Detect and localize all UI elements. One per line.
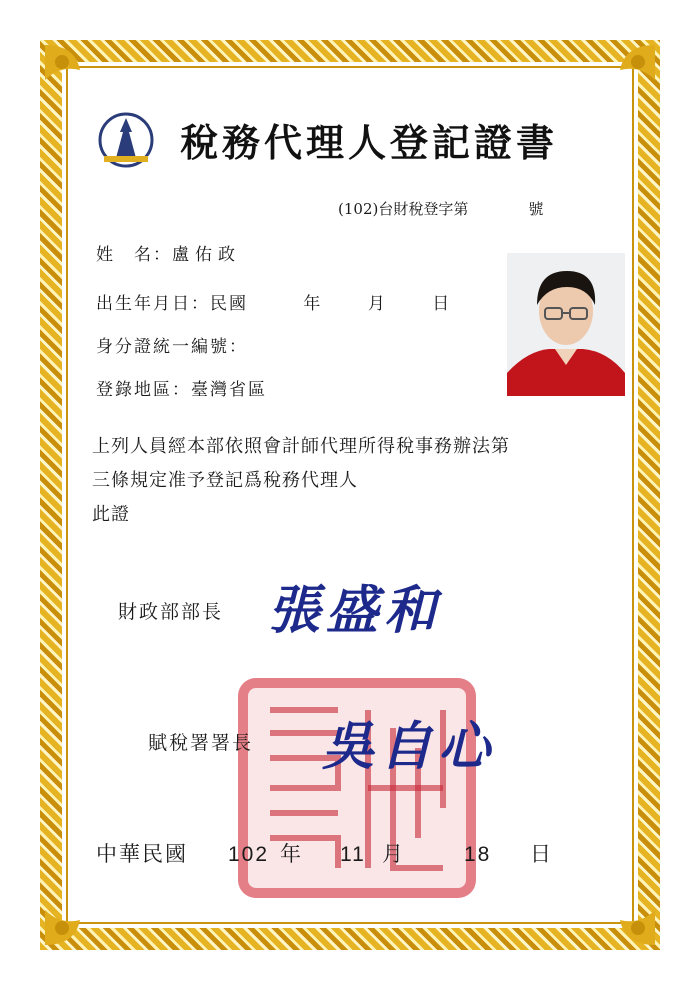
corner-ornament-icon <box>590 40 660 110</box>
body-line-1: 上列人員經本部依照會計師代理所得稅事務辦法第 <box>92 436 510 457</box>
certificate-number-prefix: (102)台財稅登字第 <box>338 200 469 218</box>
certificate-number <box>338 198 543 219</box>
date-era: 中華民國 <box>96 843 188 866</box>
name-row <box>96 240 241 265</box>
person-portrait-icon <box>507 253 625 396</box>
issue-date <box>96 838 553 868</box>
minister-signature: 張盛和 <box>268 580 443 641</box>
region-label: 登錄地區： <box>96 380 191 400</box>
date-month: 11 <box>340 843 366 866</box>
date-day-label: 日 <box>530 843 553 866</box>
id-label: 身分證統一編號： <box>96 337 248 357</box>
certificate-number-suffix: 號 <box>528 200 544 218</box>
corner-ornament-icon <box>40 40 110 110</box>
date-year: 102 <box>228 843 270 866</box>
birth-day-label: 日 <box>432 294 452 314</box>
date-day: 18 <box>464 843 492 866</box>
body-line-2: 三條規定准予登記爲稅務代理人 <box>92 470 358 491</box>
certificate-body <box>92 430 612 532</box>
director-signature: 吳自心 <box>322 716 497 777</box>
corner-ornament-icon <box>40 880 110 950</box>
region-value: 臺灣省區 <box>191 380 267 400</box>
minister-title: 財政部部長 <box>118 601 224 623</box>
director-title: 賦稅署署長 <box>148 732 254 754</box>
certificate-title: 稅務代理人登記證書 <box>180 120 559 165</box>
date-year-label: 年 <box>280 843 303 866</box>
corner-ornament-icon <box>590 880 660 950</box>
birth-year-label: 年 <box>303 294 323 314</box>
portrait-photo <box>507 253 625 396</box>
birth-row <box>96 289 451 314</box>
id-row <box>96 332 248 357</box>
name-value: 盧佑政 <box>172 245 241 265</box>
date-month-label: 月 <box>382 843 405 866</box>
name-label: 姓 名： <box>96 245 172 265</box>
body-line-3: 此證 <box>92 504 130 525</box>
birth-month-label: 月 <box>367 294 387 314</box>
ministry-emblem-icon <box>98 112 154 168</box>
birth-label: 出生年月日：民國 <box>96 294 248 314</box>
region-row <box>96 375 267 400</box>
